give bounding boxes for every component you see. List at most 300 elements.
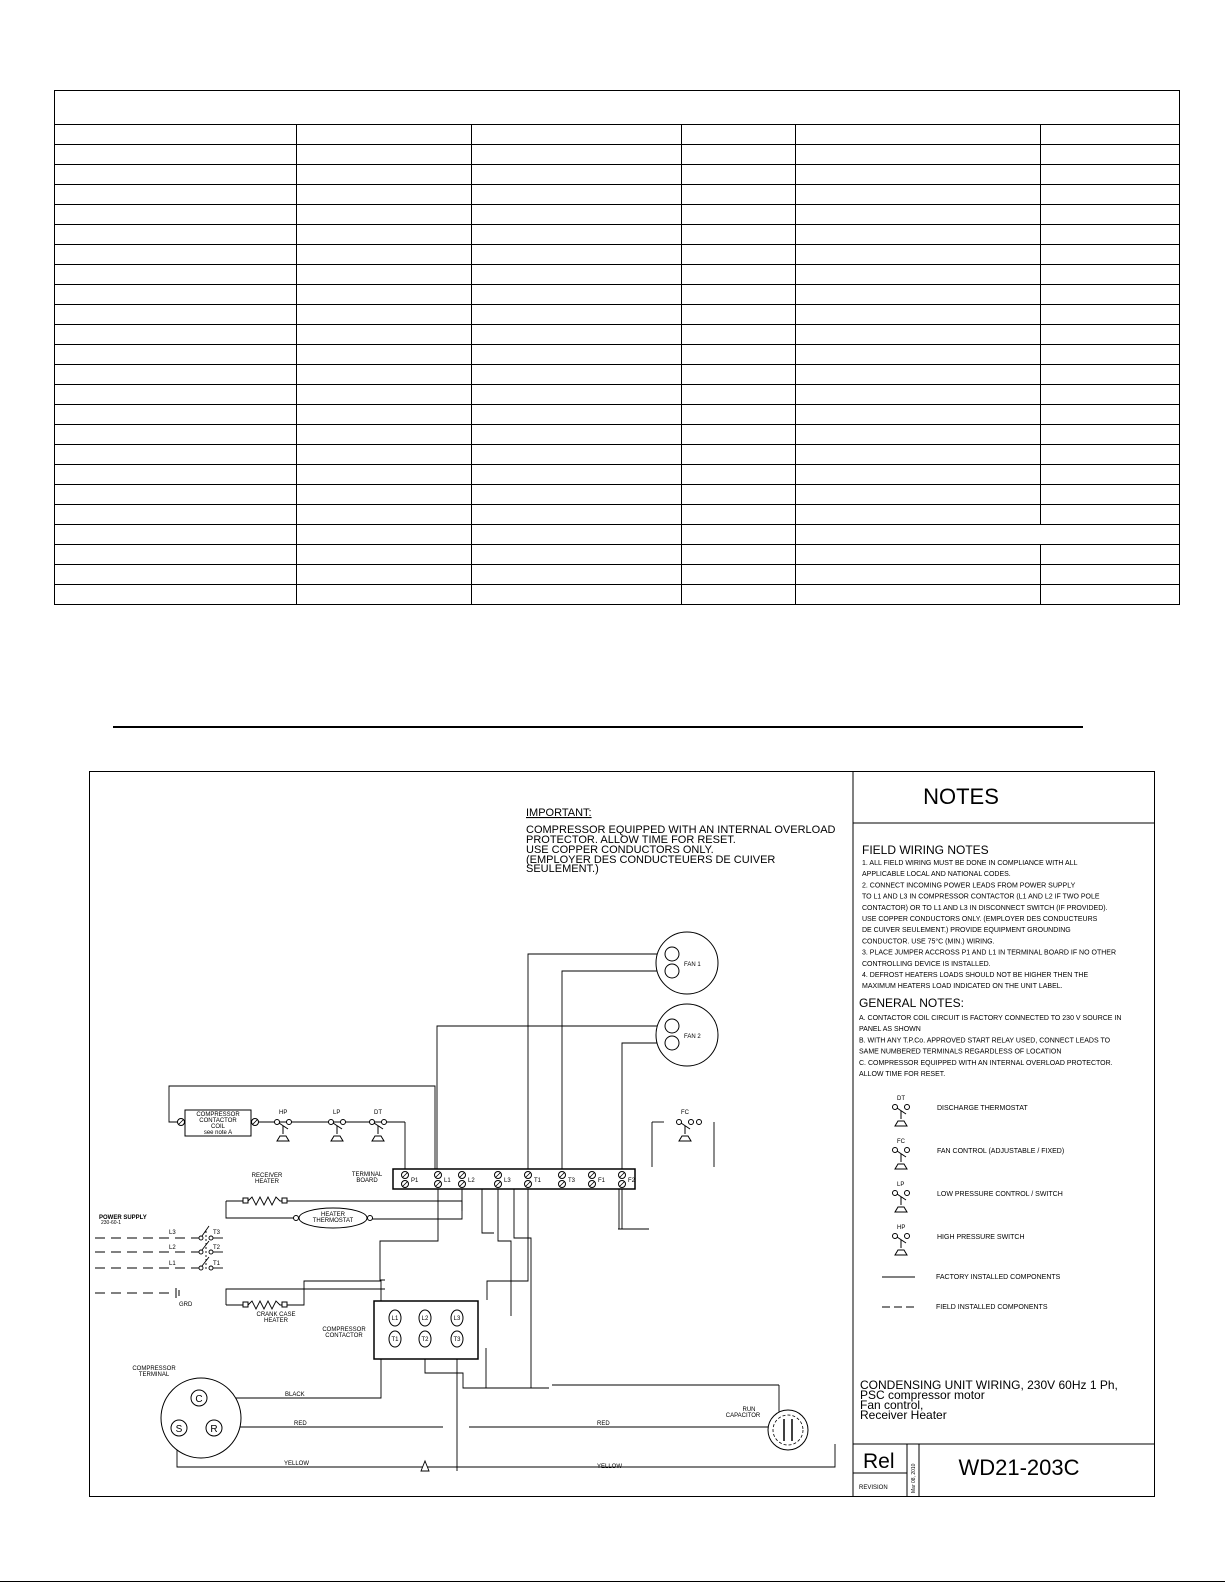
coil-label: CONTACTOR xyxy=(199,1118,237,1124)
receiver-heater-label: RECEIVER xyxy=(251,1173,283,1179)
table-row xyxy=(55,565,1180,585)
power-supply-label: POWER SUPPLY xyxy=(99,1215,147,1221)
table-cell xyxy=(297,205,472,225)
terminal-screw xyxy=(589,1172,596,1179)
fan-1-label: FAN 1 xyxy=(684,962,701,968)
wire-black-label: BLACK xyxy=(285,1392,305,1398)
field-wiring-note-line: DE CUIVER SEULEMENT.) PROVIDE EQUIPMENT GROUNDING xyxy=(862,927,1071,935)
notes-panel xyxy=(859,784,1121,1493)
dt-label: DT xyxy=(374,1110,382,1116)
table-cell xyxy=(1041,285,1180,305)
crank-case-heater-label: HEATER xyxy=(264,1318,288,1324)
terminal-board-label: BOARD xyxy=(356,1178,378,1184)
description-line: PSC compressor motor xyxy=(860,1388,985,1402)
table-cell xyxy=(472,285,682,305)
field-wiring-note-line: 4. DEFROST HEATERS LOADS SHOULD NOT BE HIGHER THEN THE xyxy=(862,972,1089,979)
compressor-terminal-label: COMPRESSOR xyxy=(132,1366,176,1372)
table-cell xyxy=(682,265,796,285)
field-wiring-note-line: CONTACTOR) OR TO L1 AND L3 IN DISCONNECT SWITCH (IF PROVIDED). xyxy=(862,904,1108,912)
table-cell xyxy=(796,285,1041,305)
table-cell xyxy=(297,225,472,245)
compressor-c-label: C xyxy=(195,1394,203,1405)
table-cell xyxy=(796,145,1041,165)
table-cell xyxy=(472,585,682,605)
table-row xyxy=(55,325,1180,345)
revision-label: REVISION xyxy=(859,1485,888,1491)
table-cell xyxy=(55,165,297,185)
terminal-screw xyxy=(459,1181,466,1188)
table-cell xyxy=(55,245,297,265)
compressor-terminal-label: TERMINAL xyxy=(138,1372,170,1378)
table-cell xyxy=(1041,485,1180,505)
table-cell xyxy=(297,505,472,525)
ground-label: GRD xyxy=(179,1302,193,1308)
table-cell xyxy=(1041,445,1180,465)
load-label: T3 xyxy=(213,1230,221,1236)
table-row xyxy=(55,485,1180,505)
table-row xyxy=(55,305,1180,325)
table-cell xyxy=(682,285,796,305)
table-cell xyxy=(1041,505,1180,525)
table-cell xyxy=(1041,345,1180,365)
table-cell xyxy=(1041,245,1180,265)
table-cell xyxy=(1041,425,1180,445)
table-row xyxy=(55,525,1180,545)
table-cell xyxy=(796,565,1041,585)
run-capacitor-label: CAPACITOR xyxy=(725,1413,761,1419)
description-line: Fan control, xyxy=(860,1398,924,1412)
wire-yellow-label: YELLOW xyxy=(284,1461,310,1467)
table-cell xyxy=(796,265,1041,285)
table-cell xyxy=(1041,165,1180,185)
table-cell xyxy=(55,525,297,545)
table-row xyxy=(55,465,1180,485)
field-wiring-heading: FIELD WIRING NOTES xyxy=(862,843,989,857)
revision-value: Rel xyxy=(863,1450,895,1473)
terminal-screw xyxy=(435,1172,442,1179)
table-cell xyxy=(55,145,297,165)
general-note-line: SAME NUMBERED TERMINALS REGARDLESS OF LOCATION xyxy=(859,1048,1062,1056)
revision-date: Mar 08, 2010 xyxy=(911,1463,917,1493)
lp-label: LP xyxy=(333,1110,341,1116)
table-cell xyxy=(55,125,297,145)
general-note-line: B. WITH ANY T.P.Co. APPROVED START RELAY USED, CONNECT LEADS TO xyxy=(859,1037,1111,1045)
switch-symbol-icon xyxy=(893,1234,910,1256)
terminal-screw xyxy=(589,1181,596,1188)
table-row xyxy=(55,285,1180,305)
table-cell xyxy=(682,205,796,225)
table-cell xyxy=(682,465,796,485)
terminal-screw xyxy=(495,1172,502,1179)
description-line: Receiver Heater xyxy=(860,1408,947,1422)
drawing-description xyxy=(860,1378,1118,1422)
table-cell xyxy=(1041,225,1180,245)
table-cell xyxy=(55,185,297,205)
factory-wiring xyxy=(169,954,835,1471)
terminal-screw xyxy=(402,1172,409,1179)
general-note-line: ALLOW TIME FOR RESET. xyxy=(859,1071,946,1078)
coil-label: see note A xyxy=(203,1130,233,1136)
field-wiring xyxy=(95,1238,199,1293)
table-cell xyxy=(55,305,297,325)
table-row xyxy=(55,385,1180,405)
field-wiring-note-line: CONDUCTOR. USE 75°C (MIN.) WIRING. xyxy=(862,938,995,946)
table-cell xyxy=(796,305,1041,325)
overload-symbol xyxy=(421,1461,429,1471)
table-cell xyxy=(682,545,796,565)
table-cell xyxy=(472,245,682,265)
table-cell xyxy=(796,325,1041,345)
contactor-pole-label: T2 xyxy=(421,1337,429,1343)
table-cell xyxy=(682,345,796,365)
table-row xyxy=(55,165,1180,185)
table-cell xyxy=(682,385,796,405)
terminal-screw xyxy=(525,1172,532,1179)
table-cell xyxy=(1041,145,1180,165)
compressor-contactor-label: CONTACTOR xyxy=(325,1333,363,1339)
table-cell xyxy=(796,505,1041,525)
wire-red-label: RED xyxy=(597,1421,610,1427)
heater-thermostat-label: HEATER xyxy=(321,1212,345,1218)
line-label: L3 xyxy=(169,1230,176,1236)
compressor-r-label: R xyxy=(210,1424,218,1435)
table-cell xyxy=(472,525,682,545)
terminal-label: F1 xyxy=(598,1178,606,1184)
terminal-screw xyxy=(435,1181,442,1188)
table-cell xyxy=(472,225,682,245)
contactor-pole-label: L2 xyxy=(421,1316,429,1322)
terminal-screw xyxy=(402,1181,409,1188)
table-cell xyxy=(472,305,682,325)
field-wiring-note-line: TO L1 AND L3 IN COMPRESSOR CONTACTOR (L1 AND L2 IF TWO POLE xyxy=(862,893,1100,901)
table-cell xyxy=(1041,465,1180,485)
table-cell xyxy=(682,565,796,585)
lp-switch xyxy=(329,1110,346,1141)
table-row xyxy=(55,425,1180,445)
table-cell xyxy=(1041,185,1180,205)
table-cell xyxy=(682,145,796,165)
field-wiring-note-line: 1. ALL FIELD WIRING MUST BE DONE IN COMPLIANCE WITH ALL xyxy=(862,860,1078,867)
terminal-screw xyxy=(525,1181,532,1188)
table-cell xyxy=(472,325,682,345)
table-cell xyxy=(297,565,472,585)
table-row xyxy=(55,225,1180,245)
table-cell xyxy=(55,485,297,505)
important-line: COMPRESSOR EQUIPPED WITH AN INTERNAL OVERLOAD xyxy=(526,824,836,836)
contactor-pole-label: L1 xyxy=(391,1316,399,1322)
line-label: L1 xyxy=(169,1261,176,1267)
table-cell xyxy=(55,325,297,345)
table-row xyxy=(55,265,1180,285)
table-cell xyxy=(55,445,297,465)
table-cell xyxy=(1041,365,1180,385)
table-cell xyxy=(796,345,1041,365)
terminal-screw xyxy=(559,1181,566,1188)
table-cell xyxy=(796,245,1041,265)
fan-1-motor xyxy=(656,932,718,994)
table-cell xyxy=(796,545,1041,565)
table-cell xyxy=(472,405,682,425)
title-block xyxy=(859,1450,1080,1493)
table-row xyxy=(55,345,1180,365)
terminal-label: F2 xyxy=(628,1178,636,1184)
table-row xyxy=(55,245,1180,265)
table-cell xyxy=(472,545,682,565)
table-cell xyxy=(297,425,472,445)
table-cell xyxy=(796,365,1041,385)
fc-label: FC xyxy=(681,1110,689,1116)
table-cell xyxy=(297,345,472,365)
table-cell xyxy=(55,265,297,285)
general-notes-heading: GENERAL NOTES: xyxy=(859,996,964,1010)
table-cell xyxy=(1041,305,1180,325)
table-cell xyxy=(796,525,1180,545)
table-cell xyxy=(55,385,297,405)
crank-case-heater xyxy=(243,1301,296,1324)
table-title-cell xyxy=(55,91,1180,125)
table-cell xyxy=(297,245,472,265)
terminal-label: L1 xyxy=(444,1178,451,1184)
table-cell xyxy=(682,485,796,505)
table-cell xyxy=(1041,545,1180,565)
table-cell xyxy=(472,185,682,205)
table-cell xyxy=(682,305,796,325)
drawing-number: WD21-203C xyxy=(958,1455,1080,1480)
description-line: CONDENSING UNIT WIRING, 230V 60Hz 1 Ph, xyxy=(860,1378,1118,1392)
table-cell xyxy=(472,165,682,185)
field-legend-label: FIELD INSTALLED COMPONENTS xyxy=(936,1304,1048,1311)
wire-red-label: RED xyxy=(294,1421,307,1427)
contactor-pole-label: T3 xyxy=(453,1337,461,1343)
table-cell xyxy=(682,445,796,465)
table-cell xyxy=(472,145,682,165)
table-cell xyxy=(682,325,796,345)
table-cell xyxy=(796,485,1041,505)
run-capacitor-label: RUN xyxy=(742,1407,756,1413)
table-cell xyxy=(297,305,472,325)
table-row xyxy=(55,205,1180,225)
table-cell xyxy=(472,365,682,385)
field-wiring-note-line: 2. CONNECT INCOMING POWER LEADS FROM POWER SUPPLY xyxy=(862,882,1076,890)
legend-symbol-tag: HP xyxy=(897,1225,906,1231)
table-cell xyxy=(796,405,1041,425)
legend-symbol-tag: DT xyxy=(897,1096,905,1102)
table-cell xyxy=(1041,205,1180,225)
table-cell xyxy=(472,205,682,225)
symbol-legend xyxy=(882,1096,1064,1311)
coil-label: COIL xyxy=(210,1124,226,1130)
table-cell xyxy=(297,365,472,385)
hp-switch xyxy=(275,1110,292,1141)
important-line: (EMPLOYER DES CONDUCTEUERS DE CUIVER xyxy=(526,854,776,866)
table-cell xyxy=(55,405,297,425)
contactor-pole-label: L3 xyxy=(453,1316,461,1322)
field-wiring-note-line: USE COPPER CONDUCTORS ONLY. (EMPLOYER DES CONDUCTEURS xyxy=(862,916,1098,923)
table-cell xyxy=(682,225,796,245)
important-heading: IMPORTANT: xyxy=(526,807,592,819)
receiver-heater xyxy=(243,1173,287,1205)
table-row xyxy=(55,505,1180,525)
table-cell xyxy=(297,165,472,185)
specification-table xyxy=(54,90,1180,605)
wiring-diagram-sheet xyxy=(89,771,1155,1497)
compressor-s-label: S xyxy=(175,1424,183,1435)
fan-2-motor xyxy=(656,1004,718,1066)
table-cell xyxy=(796,385,1041,405)
table-cell xyxy=(297,545,472,565)
contactor-pole-label: T1 xyxy=(391,1337,399,1343)
table-cell xyxy=(1041,125,1180,145)
table-cell xyxy=(55,285,297,305)
table-cell xyxy=(297,125,472,145)
factory-legend-label: FACTORY INSTALLED COMPONENTS xyxy=(936,1274,1061,1281)
table-cell xyxy=(682,245,796,265)
table-row xyxy=(55,185,1180,205)
compressor-terminal xyxy=(132,1366,241,1458)
field-wiring-note-line: APPLICABLE LOCAL AND NATIONAL CODES. xyxy=(862,871,1011,879)
terminal-board xyxy=(352,1169,636,1189)
table-cell xyxy=(682,425,796,445)
table-cell xyxy=(796,205,1041,225)
table-cell xyxy=(796,585,1041,605)
table-cell xyxy=(55,585,297,605)
table-cell xyxy=(1041,565,1180,585)
terminal-screw xyxy=(459,1172,466,1179)
switch-symbol-icon xyxy=(893,1191,910,1213)
table-cell xyxy=(55,225,297,245)
table-cell xyxy=(1041,325,1180,345)
table-cell xyxy=(472,505,682,525)
table-cell xyxy=(796,465,1041,485)
terminal-label: P1 xyxy=(411,1178,419,1184)
table-cell xyxy=(297,325,472,345)
general-note-line: C. COMPRESSOR EQUIPPED WITH AN INTERNAL OVERLOAD PROTECTOR. xyxy=(859,1059,1113,1067)
compressor-contactor-coil xyxy=(178,1110,259,1136)
coil-label: COMPRESSOR xyxy=(196,1112,240,1118)
legend-symbol-tag: FC xyxy=(897,1139,905,1145)
crank-case-heater-label: CRANK CASE xyxy=(256,1312,296,1318)
important-line: PROTECTOR. ALLOW TIME FOR RESET. xyxy=(526,834,736,846)
table-cell xyxy=(796,425,1041,445)
table-cell xyxy=(1041,385,1180,405)
important-line: USE COPPER CONDUCTORS ONLY. xyxy=(526,844,714,856)
table-cell xyxy=(472,425,682,445)
wire-yellow-label: YELLOW xyxy=(597,1464,623,1470)
compressor-contactor xyxy=(322,1301,478,1359)
table-cell xyxy=(796,185,1041,205)
table-cell xyxy=(297,385,472,405)
legend-label: FAN CONTROL (ADJUSTABLE / FIXED) xyxy=(937,1148,1065,1155)
table-cell xyxy=(796,165,1041,185)
load-label: T2 xyxy=(213,1245,221,1251)
general-note-line: PANEL AS SHOWN xyxy=(859,1026,921,1034)
page-bottom-rule xyxy=(0,1581,1225,1582)
terminal-label: T3 xyxy=(568,1178,576,1184)
fc-switch xyxy=(677,1110,702,1141)
table-cell xyxy=(55,465,297,485)
terminal-label: T1 xyxy=(534,1178,542,1184)
terminal-label: L2 xyxy=(468,1178,475,1184)
terminal-screw xyxy=(619,1172,626,1179)
table-cell xyxy=(472,385,682,405)
compressor-contactor-label: COMPRESSOR xyxy=(322,1327,366,1333)
heater-thermostat xyxy=(294,1208,373,1228)
terminal-screw xyxy=(559,1172,566,1179)
field-wiring-note-line: 3. PLACE JUMPER ACCROSS P1 AND L1 IN TERMINAL BOARD IF NO OTHER xyxy=(862,949,1117,957)
table-cell xyxy=(55,345,297,365)
table-cell xyxy=(1041,405,1180,425)
table-cell xyxy=(682,525,796,545)
table-cell xyxy=(297,525,472,545)
table-cell xyxy=(297,485,472,505)
receiver-heater-label: HEATER xyxy=(255,1179,279,1185)
section-divider-line xyxy=(113,726,1083,728)
switch-symbol-icon xyxy=(893,1148,910,1170)
table-cell xyxy=(297,465,472,485)
table-cell xyxy=(682,165,796,185)
table-cell xyxy=(297,185,472,205)
dt-switch xyxy=(370,1110,387,1141)
terminal-board-label: TERMINAL xyxy=(351,1172,383,1178)
table-row xyxy=(55,125,1180,145)
table-cell xyxy=(682,505,796,525)
switch-symbol-icon xyxy=(893,1105,910,1127)
table-cell xyxy=(472,465,682,485)
table-cell xyxy=(472,565,682,585)
hp-label: HP xyxy=(279,1110,288,1116)
field-wiring-note-line: CONTROLLING DEVICE IS INSTALLED. xyxy=(862,960,991,968)
table-row xyxy=(55,405,1180,425)
legend-symbol-tag: LP xyxy=(897,1182,905,1188)
legend-label: DISCHARGE THERMOSTAT xyxy=(937,1105,1028,1112)
table-cell xyxy=(1041,265,1180,285)
terminal-screw xyxy=(495,1181,502,1188)
table-cell xyxy=(297,445,472,465)
table-cell xyxy=(796,125,1041,145)
table-row xyxy=(55,545,1180,565)
table-cell xyxy=(472,265,682,285)
table-cell xyxy=(55,205,297,225)
table-row xyxy=(55,145,1180,165)
table-row xyxy=(55,585,1180,605)
terminal-screw xyxy=(619,1181,626,1188)
table-cell xyxy=(55,425,297,445)
legend-label: HIGH PRESSURE SWITCH xyxy=(937,1234,1025,1241)
table-cell xyxy=(55,545,297,565)
run-capacitor xyxy=(726,1407,808,1450)
heater-thermostat-label: THERMOSTAT xyxy=(312,1218,354,1224)
fan-2-label: FAN 2 xyxy=(684,1034,701,1040)
table-cell xyxy=(1041,585,1180,605)
table-cell xyxy=(297,285,472,305)
table-cell xyxy=(472,345,682,365)
table-cell xyxy=(472,125,682,145)
table-cell xyxy=(796,445,1041,465)
field-wiring-note-line: MAXIMUM HEATERS LOAD INDICATED ON THE UNIT LABEL. xyxy=(862,983,1063,991)
table-cell xyxy=(55,565,297,585)
power-supply xyxy=(99,1215,223,1308)
power-supply-label: 230-60-1 xyxy=(101,1220,122,1226)
important-note xyxy=(526,807,836,875)
important-line: SEULEMENT.) xyxy=(526,863,599,875)
table-cell xyxy=(682,585,796,605)
table-cell xyxy=(682,185,796,205)
table-cell xyxy=(55,365,297,385)
load-label: T1 xyxy=(213,1261,221,1267)
table-cell xyxy=(297,265,472,285)
table-cell xyxy=(682,405,796,425)
table-cell xyxy=(682,365,796,385)
